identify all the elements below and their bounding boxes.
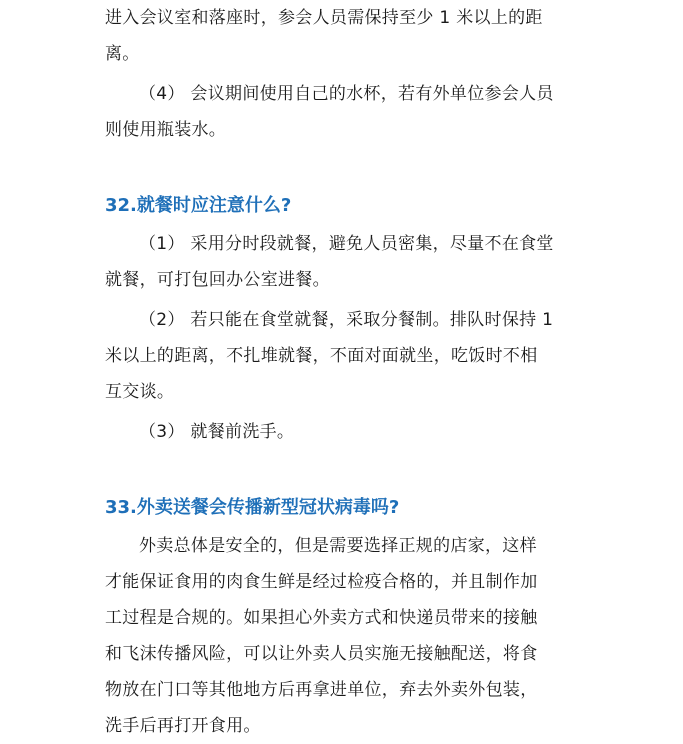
text-line: 才能保证食用的肉食生鲜是经过检疫合格的，并且制作加 — [105, 572, 538, 592]
text-line: 进入会议室和落座时，参会人员需保持至少 1 米以上的距 — [105, 8, 543, 28]
list-item-32-1 — [105, 226, 585, 298]
text-line: 就餐，可打包回办公室进餐。 — [105, 270, 330, 290]
section-heading-33: 33.外卖送餐会传播新型冠状病毒吗? — [105, 497, 400, 518]
document-page — [105, 0, 585, 744]
section-spacer — [105, 450, 585, 490]
text-line: （1） 采用分时段就餐，避免人员密集，尽量不在食堂 — [139, 234, 554, 254]
list-item-32-3 — [105, 414, 585, 450]
section-heading-32: 32.就餐时应注意什么? — [105, 195, 292, 216]
text-line: 离。 — [105, 44, 140, 64]
text-line: 洗手后再打开食用。 — [105, 716, 261, 736]
paragraph-takeout-safety — [105, 528, 585, 744]
text-line: 互交谈。 — [105, 382, 175, 402]
text-line: （2） 若只能在食堂就餐，采取分餐制。排队时保持 1 — [139, 310, 554, 330]
text-line: 则使用瓶装水。 — [105, 120, 227, 140]
text-line: （4） 会议期间使用自己的水杯，若有外单位参会人员 — [139, 84, 554, 104]
text-line: 工过程是合规的。如果担心外卖方式和快递员带来的接触 — [105, 608, 538, 628]
text-line: （3） 就餐前洗手。 — [139, 422, 295, 442]
text-line: 米以上的距离，不扎堆就餐，不面对面就坐，吃饭时不相 — [105, 346, 538, 366]
text-line: 物放在门口等其他地方后再拿进单位，弃去外卖外包装， — [105, 680, 538, 700]
list-item-32-2 — [105, 302, 585, 410]
text-line: 和飞沫传播风险，可以让外卖人员实施无接触配送，将食 — [105, 644, 538, 664]
text-line: 外卖总体是安全的，但是需要选择正规的店家，这样 — [139, 536, 537, 556]
section-spacer — [105, 148, 585, 188]
paragraph-meeting-distance — [105, 0, 585, 72]
paragraph-meeting-cup — [105, 76, 585, 148]
